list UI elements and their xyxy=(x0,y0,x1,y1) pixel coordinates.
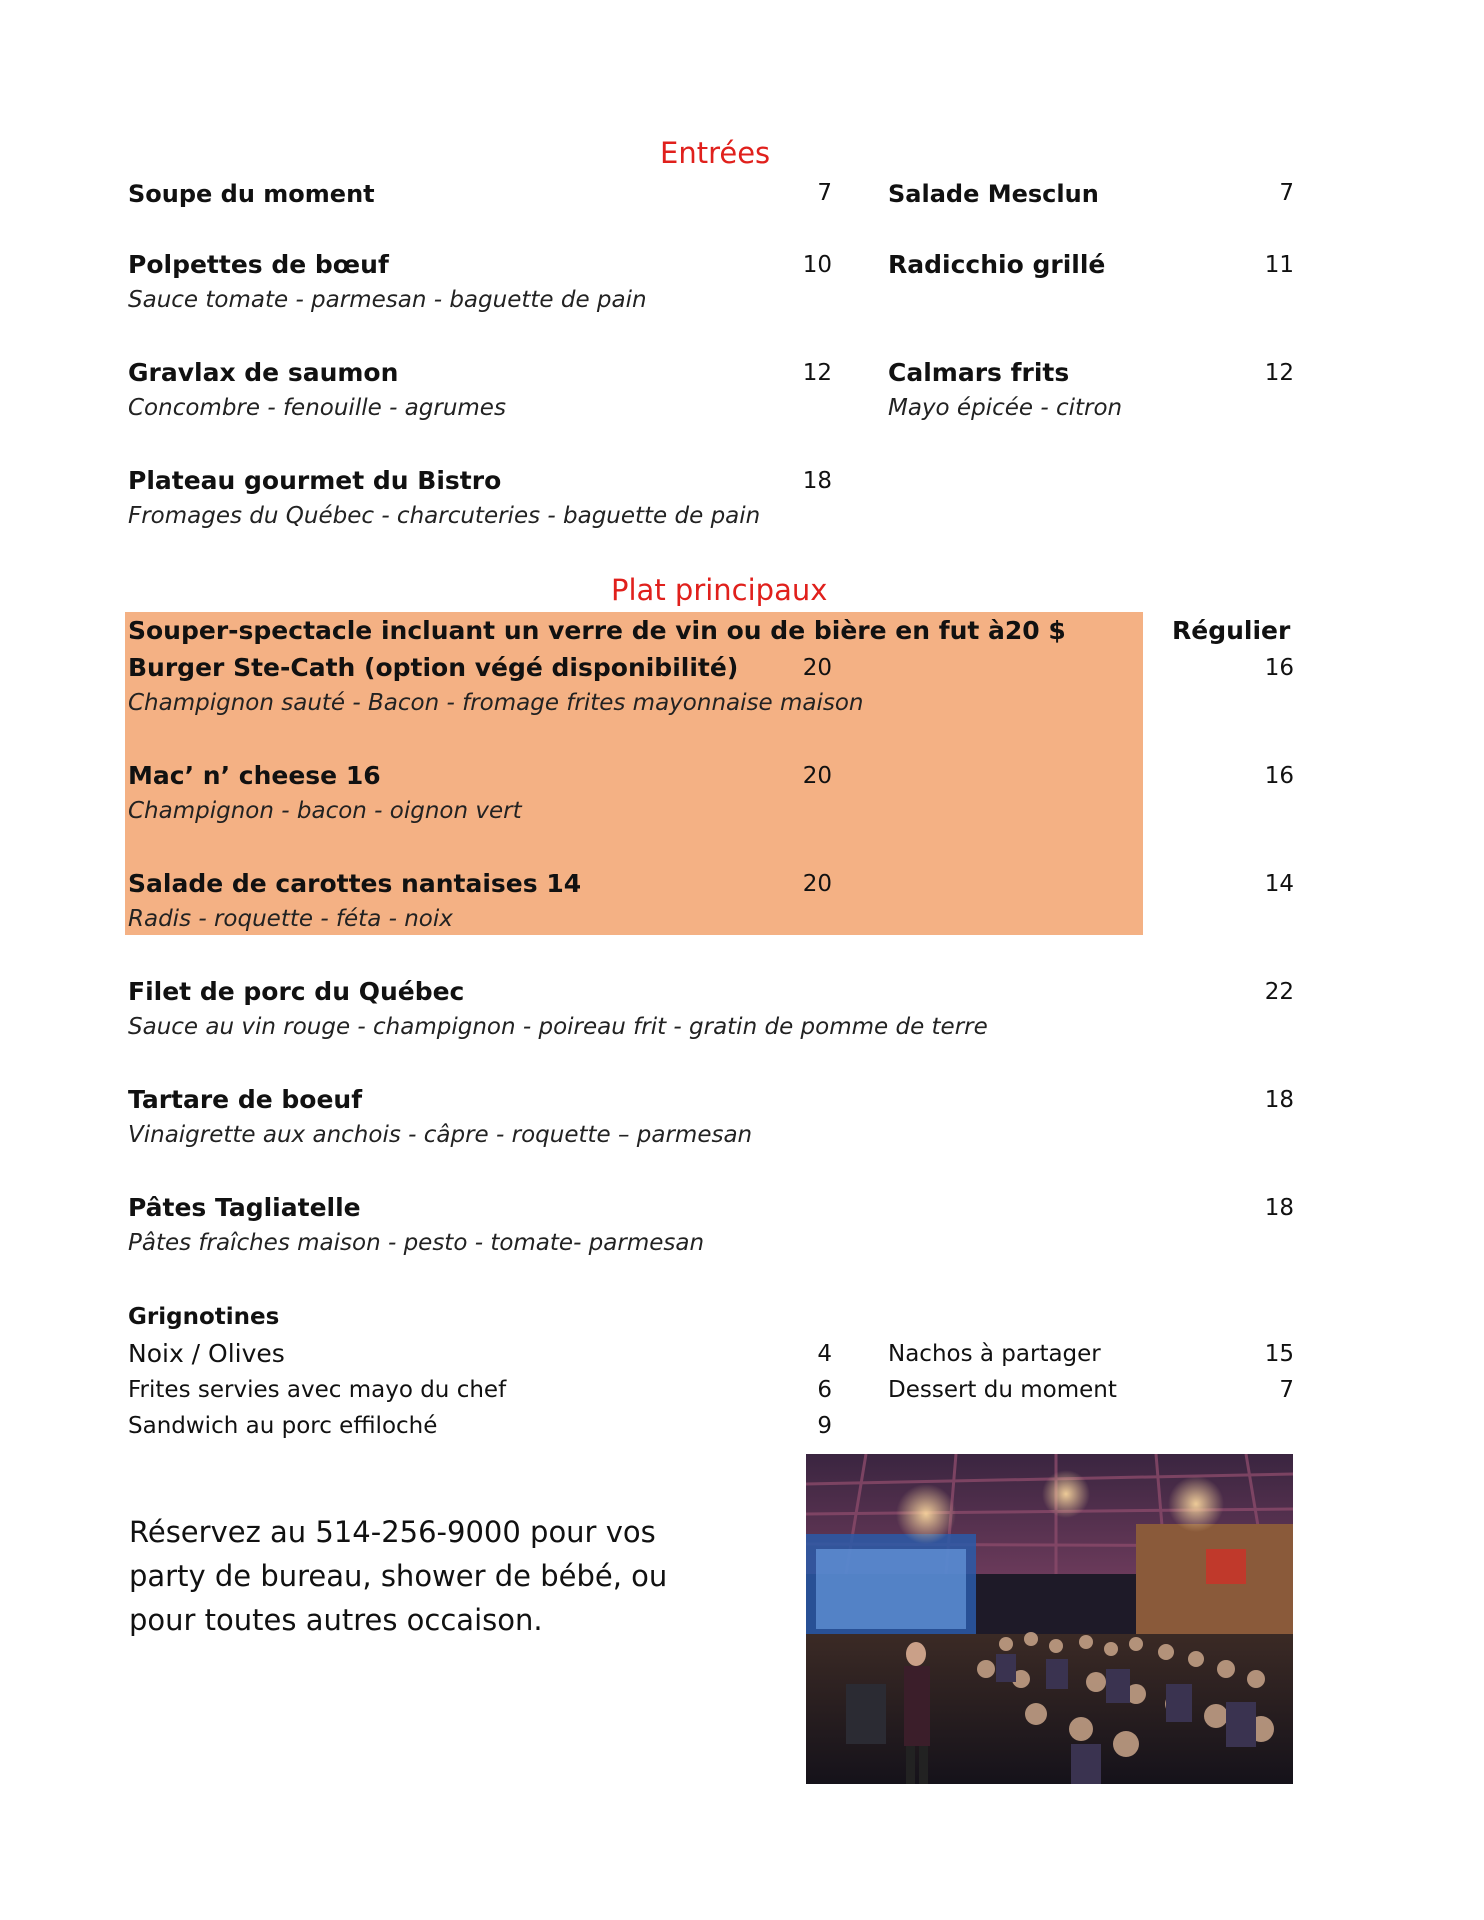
plat-item-price: 18 xyxy=(1264,1087,1294,1113)
regular-header: Régulier xyxy=(1172,616,1291,645)
snack-left-name: Noix / Olives xyxy=(128,1339,285,1368)
plat-item-desc: Pâtes fraîches maison - pesto - tomate- parmesan xyxy=(128,1230,705,1256)
plat-item-name: Pâtes Tagliatelle xyxy=(128,1193,361,1222)
reservation-text: Réservez au 514-256-9000 pour vos party de bureau, shower de bébé, ou pour toutes autres occaison. xyxy=(129,1515,668,1637)
entree-right-name: Radicchio grillé xyxy=(888,250,1106,279)
promo-item-name: Burger Ste-Cath (option végé disponibilité) xyxy=(128,653,739,682)
plat-item-desc: Sauce au vin rouge - champignon - poireau frit - gratin de pomme de terre xyxy=(128,1014,988,1040)
entree-left-price: 7 xyxy=(817,180,832,206)
entree-right-price: 11 xyxy=(1264,252,1294,278)
entree-left-price: 12 xyxy=(802,360,832,386)
plat-item-name: Filet de porc du Québec xyxy=(128,977,465,1006)
snack-right-name: Dessert du moment xyxy=(888,1377,1117,1403)
entree-left-name: Gravlax de saumon xyxy=(128,358,399,387)
snack-left-price: 4 xyxy=(817,1341,832,1367)
promo-item-regular-price: 16 xyxy=(1264,655,1294,681)
promo-item-promo-price: 20 xyxy=(802,655,832,681)
entree-left-name: Polpettes de bœuf xyxy=(128,250,389,279)
entree-left-price: 10 xyxy=(802,252,832,278)
promo-item-name: Salade de carottes nantaises 14 xyxy=(128,869,582,898)
promo-item-desc: Radis - roquette - féta - noix xyxy=(128,906,453,932)
entree-left-desc: Sauce tomate - parmesan - baguette de pain xyxy=(128,287,647,313)
promo-item-desc: Champignon sauté - Bacon - fromage frites mayonnaise maison xyxy=(128,690,864,716)
entree-left-desc: Concombre - fenouille - agrumes xyxy=(128,395,506,421)
plat-item-desc: Vinaigrette aux anchois - câpre - roquette – parmesan xyxy=(128,1122,753,1148)
plat-item-name: Tartare de boeuf xyxy=(128,1085,363,1114)
promo-item-regular-price: 14 xyxy=(1264,871,1294,897)
entree-right-name: Calmars frits xyxy=(888,358,1070,387)
snack-left-name: Sandwich au porc effiloché xyxy=(128,1413,438,1439)
promo-item-promo-price: 20 xyxy=(802,763,832,789)
restaurant-photo xyxy=(806,1454,1293,1784)
snack-left-name: Frites servies avec mayo du chef xyxy=(128,1377,507,1403)
promo-item-regular-price: 16 xyxy=(1264,763,1294,789)
plat-item-price: 18 xyxy=(1264,1195,1294,1221)
snack-left-price: 9 xyxy=(817,1413,832,1439)
promo-header: Souper-spectacle incluant un verre de vin ou de bière en fut à20 $ xyxy=(128,616,1066,645)
entree-right-desc: Mayo épicée - citron xyxy=(888,395,1123,421)
entree-left-price: 18 xyxy=(802,468,832,494)
plats-title: Plat principaux xyxy=(611,573,828,607)
promo-item-promo-price: 20 xyxy=(802,871,832,897)
entree-left-desc: Fromages du Québec - charcuteries - baguette de pain xyxy=(128,503,761,529)
snack-right-price: 7 xyxy=(1279,1377,1294,1403)
snack-left-price: 6 xyxy=(817,1377,832,1403)
entree-right-name: Salade Mesclun xyxy=(888,180,1099,208)
snack-right-name: Nachos à partager xyxy=(888,1341,1101,1367)
snack-right-price: 15 xyxy=(1264,1341,1294,1367)
plat-item-price: 22 xyxy=(1264,979,1294,1005)
entree-left-name: Plateau gourmet du Bistro xyxy=(128,466,502,495)
promo-item-name: Mac’ n’ cheese 16 xyxy=(128,761,381,790)
promo-item-desc: Champignon - bacon - oignon vert xyxy=(128,798,522,824)
entree-left-name: Soupe du moment xyxy=(128,180,375,208)
entree-right-price: 12 xyxy=(1264,360,1294,386)
entrees-title: Entrées xyxy=(660,136,771,170)
grignotines-title: Grignotines xyxy=(128,1304,280,1330)
entree-right-price: 7 xyxy=(1279,180,1294,206)
